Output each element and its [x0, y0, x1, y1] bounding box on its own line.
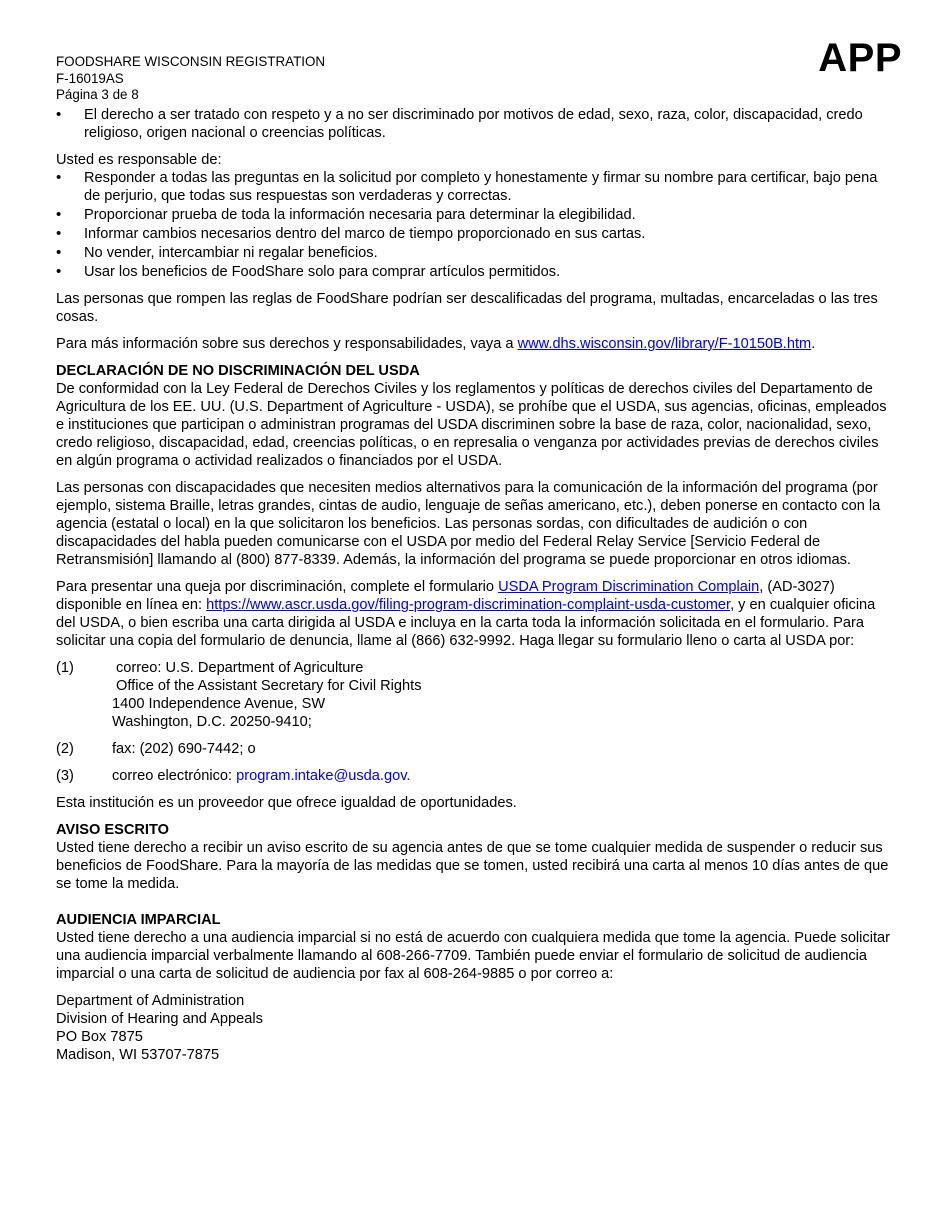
- more-info-paragraph: [56, 335, 896, 353]
- app-badge: APP: [818, 36, 902, 80]
- rules-paragraph: Las personas que rompen las reglas de FoodShare podrían ser descalificadas del programa, multadas, encarceladas o las tres cosas.: [56, 291, 878, 325]
- email-label: correo electrónico:: [112, 768, 237, 784]
- hearing-address: [56, 992, 896, 1064]
- list-item: • Responder a todas las preguntas en la solicitud por completo y honestamente y firmar su nombre para certificar, bajo pena de perjurio, que todas sus respuestas son verdaderas y correctas.: [56, 169, 896, 205]
- form-number: F-16019AS: [56, 70, 124, 86]
- page-header: [56, 36, 902, 106]
- form-title: FOODSHARE WISCONSIN REGISTRATION: [56, 54, 326, 69]
- mail-line-1: correo: U.S. Department of Agriculture: [116, 660, 364, 676]
- fax-row: [56, 740, 896, 758]
- list-item: • Informar cambios necesarios dentro del marco de tiempo proporcionado en sus cartas.: [56, 225, 896, 243]
- responsibilities-intro: Usted es responsable de:: [56, 152, 222, 168]
- usda-paragraph-2: Las personas con discapacidades que necesiten medios alternativos para la comunicación de la información del programa (por ejemplo, sistema Braille, letras grandes, cintas de audio, lenguaje de señas americano, etc.), deben ponerse en contacto con la agencia (estatal o local) en la que solicitaron los beneficios. Las personas sordas, con dificultades de audición o con discapacidades del habla pueden comunicarse con el USDA por medio del Federal Relay Service [Servicio Federal de Retransmisión] llamando al (800) 877-8339. Además, la información del programa se puede proporcionar en otros idiomas.: [56, 480, 881, 568]
- rights-link[interactable]: www.dhs.wisconsin.gov/library/F-10150B.htm: [517, 336, 812, 352]
- email-number: (3): [56, 768, 74, 784]
- fax-number: (2): [56, 741, 74, 757]
- mail-line-3: 1400 Independence Avenue, SW: [112, 696, 326, 712]
- mail-address-block: [56, 659, 896, 731]
- written-notice-heading: AVISO ESCRITO: [56, 822, 169, 838]
- address-line: PO Box 7875: [56, 1029, 143, 1045]
- document-page: [56, 36, 902, 1064]
- ascr-link[interactable]: https://www.ascr.usda.gov/filing-program-discrimination-complaint-usda-customer: [206, 597, 731, 613]
- hearing-text: Usted tiene derecho a una audiencia imparcial si no está de acuerdo con cualquiera medida que tome la agencia. Puede solicitar una audiencia imparcial verbalmente llamando al 608-266-7709. También puede enviar el formulario de solicitud de audiencia imparcial o una carta de solicitud de audiencia por fax al 608-264-9885 o por correo a:: [56, 930, 890, 982]
- mail-line-2: Office of the Assistant Secretary for Civil Rights: [116, 678, 422, 694]
- rights-list: [56, 106, 896, 142]
- list-item: • Usar los beneficios de FoodShare solo para comprar artículos permitidos.: [56, 263, 896, 281]
- complaint-form-link[interactable]: USDA Program Discrimination Complain: [498, 579, 760, 595]
- list-item: • Proporcionar prueba de toda la información necesaria para determinar la elegibilidad.: [56, 206, 896, 224]
- address-line: Department of Administration: [56, 993, 245, 1009]
- more-info-end: .: [811, 336, 816, 352]
- list-item: • El derecho a ser tratado con respeto y a no ser discriminado por motivos de edad, sexo, raza, color, discapacidad, credo religioso, origen nacional o creencias políticas.: [56, 106, 896, 142]
- written-notice-text: Usted tiene derecho a recibir un aviso escrito de su agencia antes de que se tome cualquier medida de suspender o reducir sus beneficios de FoodShare. Para la mayoría de las medidas que se tomen, usted recibirá una carta al menos 10 días antes de que se tome la medida.: [56, 840, 889, 892]
- mail-line-4: Washington, D.C. 20250-9410;: [112, 714, 312, 730]
- complaint-text-2: , (AD-3027) disponible en línea en:: [56, 579, 835, 613]
- responsibilities-list: [56, 169, 896, 281]
- page-info: Página 3 de 8: [56, 87, 139, 102]
- email-link[interactable]: program.intake@usda.gov.: [236, 768, 411, 784]
- fax-text: fax: (202) 690-7442; o: [112, 741, 256, 757]
- usda-heading: DECLARACIÓN DE NO DISCRIMINACIÓN DEL USDA: [56, 363, 420, 379]
- address-line: Madison, WI 53707-7875: [56, 1047, 220, 1063]
- address-line: Division of Hearing and Appeals: [56, 1011, 263, 1027]
- equal-opportunity-statement: Esta institución es un proveedor que ofrece igualdad de oportunidades.: [56, 795, 517, 811]
- hearing-heading: AUDIENCIA IMPARCIAL: [56, 912, 221, 928]
- mail-number: (1): [56, 660, 74, 676]
- complaint-paragraph: [56, 578, 896, 650]
- complaint-text-1: Para presentar una queja por discriminación, complete el formulario: [56, 579, 499, 595]
- more-info-text: Para más información sobre sus derechos y responsabilidades, vaya a: [56, 336, 518, 352]
- email-row: [56, 767, 896, 785]
- usda-paragraph-1: De conformidad con la Ley Federal de Derechos Civiles y los reglamentos y políticas de derechos civiles del Departamento de Agricultura de los EE. UU. (U.S. Department of Agriculture - USDA), se prohíbe que el USDA, sus agencias, oficinas, empleados e instituciones que participan o administran programas del USDA discriminen sobre la base de raza, color, nacionalidad, sexo, credo religioso, discapacidad, edad, creencias políticas, o en represalia o venganza por actividades previas de derechos civiles en algún programa o actividad realizados o financiados por el USDA.: [56, 381, 887, 469]
- list-item: • No vender, intercambiar ni regalar beneficios.: [56, 244, 896, 262]
- complaint-text-3: , y en cualquier oficina del USDA, o bien escriba una carta dirigida al USDA e incluya en la carta toda la información solicitada en el formulario. Para solicitar una copia del formulario de denuncia, llame al (866) 632-9992. Haga llegar su formulario lleno o carta al USDA por:: [56, 597, 876, 649]
